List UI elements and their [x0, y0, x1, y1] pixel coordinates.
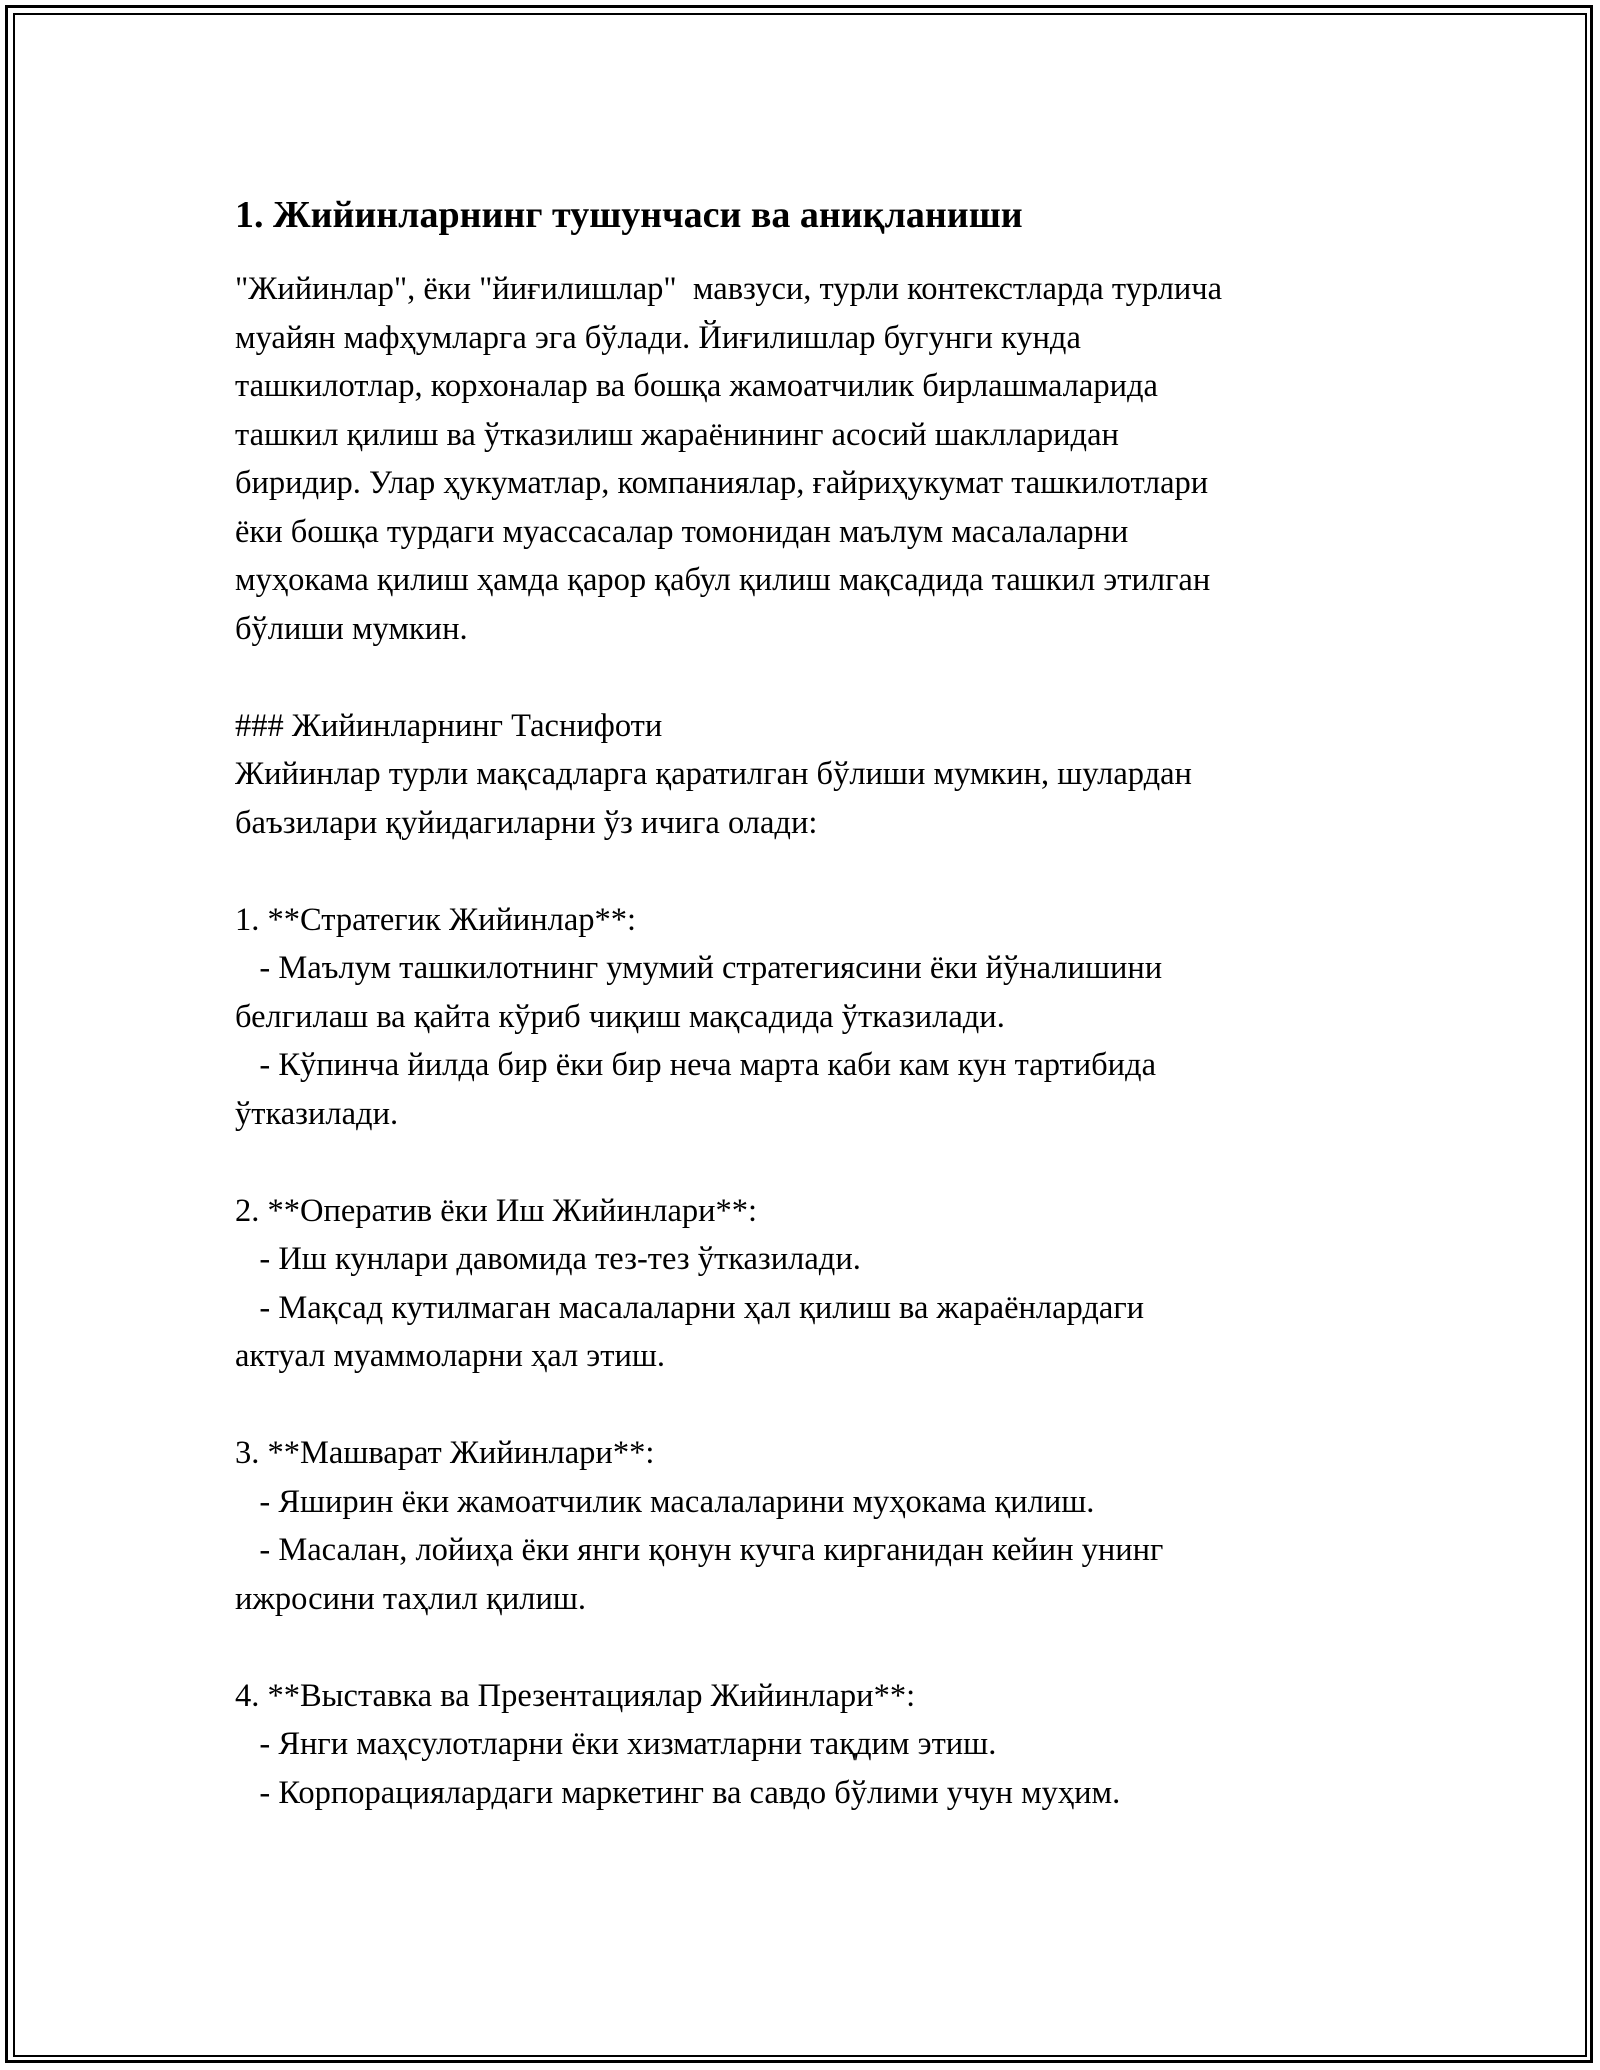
- intro-line: муҳокама қилиш ҳамда қарор қабул қилиш мақсадида ташкил этилган: [235, 562, 1211, 598]
- section-line: - Янги маҳсулотларни ёки хизматларни тақдим этиш.: [235, 1726, 997, 1762]
- section-line: - Иш кунлари давомида тез-тез ўтказилади.: [235, 1241, 861, 1277]
- section-exhibition: [235, 1672, 1375, 1818]
- section-heading: 2. **Оператив ёки Иш Жийинлари**:: [235, 1192, 758, 1229]
- intro-line: бўлиши мумкин.: [235, 610, 468, 647]
- blank-line: [235, 653, 1375, 702]
- section-heading: 4. **Выставка ва Презентациялар Жийинлари**:: [235, 1677, 916, 1714]
- intro-line: ташкилотлар, корхоналар ва бошқа жамоатчилик бирлашмаларида: [235, 368, 1158, 404]
- section-consultative: [235, 1429, 1375, 1623]
- document-body: [235, 185, 1375, 1817]
- classification-intro-line: баъзилари қуйидагиларни ўз ичига олади:: [235, 804, 818, 841]
- blank-line: [235, 1381, 1375, 1430]
- section-line: - Яширин ёки жамоатчилик масалаларини муҳокама қилиш.: [235, 1483, 1095, 1520]
- section-line: - Кўпинча йилда бир ёки бир неча марта каби кам кун тартибида: [235, 1047, 1157, 1083]
- classification-intro-line: Жийинлар турли мақсадларга қаратилган бўлиши мумкин, шулардан: [235, 756, 1192, 792]
- intro-line: муайян мафҳумларга эга бўлади. Йиғилишлар бугунги кунда: [235, 319, 1081, 356]
- section-line: - Маълум ташкилотнинг умумий стратегиясини ёки йўналишини: [235, 950, 1163, 986]
- blank-line: [235, 847, 1375, 896]
- section-strategic: [235, 896, 1375, 1139]
- section-line: актуал муаммоларни ҳал этиш.: [235, 1338, 666, 1374]
- intro-line: ёки бошқа турдаги муассасалар томонидан маълум масалаларни: [235, 513, 1129, 550]
- classification-heading: ### Жийинларнинг Таснифоти: [235, 707, 663, 744]
- intro-line: биридир. Улар ҳукуматлар, компаниялар, ғайриҳукумат ташкилотлари: [235, 465, 1209, 501]
- section-heading: 1. **Стратегик Жийинлар**:: [235, 901, 637, 938]
- section-line: ижросини таҳлил қилиш.: [235, 1580, 587, 1617]
- section-operative: [235, 1187, 1375, 1381]
- intro-line: ташкил қилиш ва ўтказилиш жараёнининг асосий шаклларидан: [235, 416, 1119, 453]
- blank-line: [235, 1138, 1375, 1187]
- section-heading: 3. **Машварат Жийинлари**:: [235, 1435, 655, 1471]
- section-line: белгилаш ва қайта кўриб чиқиш мақсадида ўтказилади.: [235, 998, 1005, 1035]
- section-line: ўтказилади.: [235, 1095, 399, 1132]
- classification-block: [235, 702, 1375, 848]
- section-line: - Масалан, лойиҳа ёки янги қонун кучга кирганидан кейин унинг: [235, 1532, 1164, 1568]
- blank-line: [235, 1623, 1375, 1672]
- document-title: 1. Жийинларнинг тушунчаси ва аниқланиши: [235, 194, 1023, 236]
- intro-paragraph: [235, 265, 1375, 653]
- section-line: - Корпорациялардаги маркетинг ва савдо бўлими учун муҳим.: [235, 1774, 1121, 1811]
- intro-line: "Жийинлар", ёки "йиғилишлар" мавзуси, турли контекстларда турлича: [235, 271, 1223, 307]
- section-line: - Мақсад кутилмаган масалаларни ҳал қилиш ва жараёнлардаги: [235, 1289, 1145, 1326]
